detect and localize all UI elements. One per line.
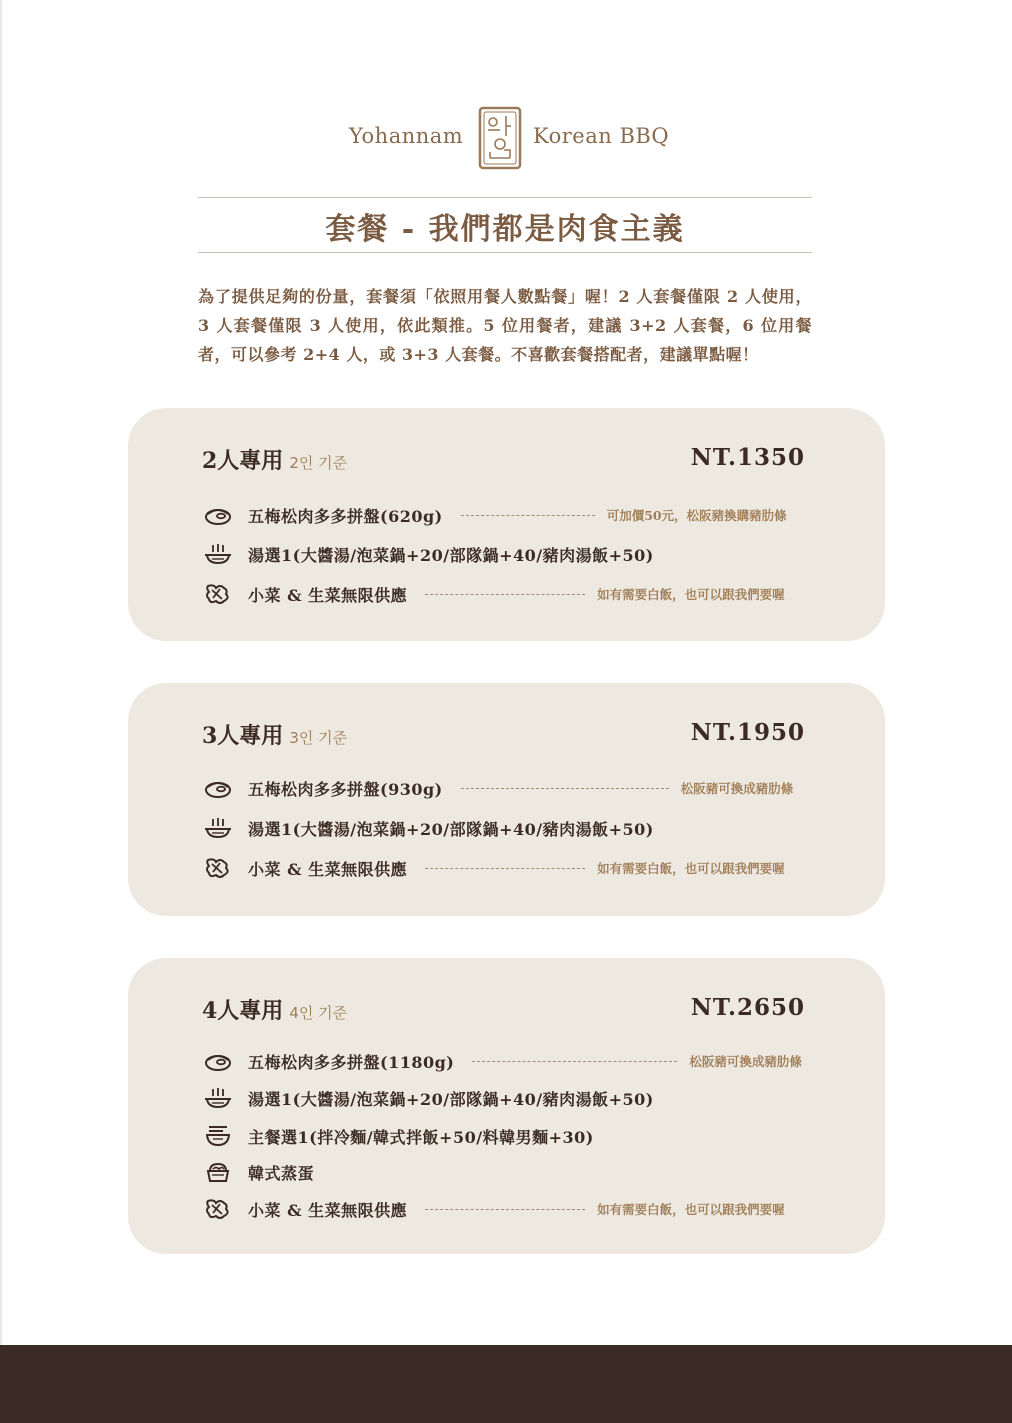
set-item	[202, 540, 862, 568]
set-item	[202, 854, 862, 882]
set-card-heading	[202, 994, 347, 1025]
dotted-leader	[472, 1061, 677, 1062]
dotted-leader	[461, 515, 595, 516]
brand-name-right: Korean BBQ	[533, 124, 670, 148]
set-card-heading	[202, 719, 347, 750]
side-dish-icon	[202, 580, 234, 608]
set-card	[128, 958, 885, 1254]
brand-header	[0, 106, 1012, 170]
page-title: 套餐 - 我們都是肉食主義	[325, 212, 685, 247]
set-item	[202, 1047, 862, 1075]
title-divider-bottom	[198, 252, 812, 253]
set-item-note: 可加價50元，松阪豬換購豬肋條	[606, 508, 787, 523]
set-card-price: NT.1950	[690, 719, 805, 746]
set-item-label: 小菜 & 生菜無限供應	[248, 585, 408, 605]
title-divider-top	[198, 197, 812, 198]
dotted-leader	[461, 788, 669, 789]
soup-pot-icon	[202, 1084, 234, 1112]
set-card-price: NT.1350	[690, 444, 805, 471]
set-item-label: 湯選1(大醬湯/泡菜鍋+20/部隊鍋+40/豬肉湯飯+50)	[248, 1089, 654, 1109]
set-item	[202, 580, 862, 608]
brand-logo-icon	[478, 106, 522, 170]
noodle-bowl-icon	[202, 1122, 234, 1150]
meat-platter-icon	[202, 1047, 234, 1075]
page-edge-rule	[0, 0, 2, 1345]
steamed-egg-icon	[202, 1158, 234, 1186]
set-item-note: 松阪豬可換成豬肋條	[689, 1054, 802, 1069]
side-dish-icon	[202, 854, 234, 882]
set-item	[202, 1158, 862, 1186]
brand-name-left: Yohannam	[349, 124, 464, 148]
set-card	[128, 408, 885, 641]
set-item-label: 五梅松肉多多拼盤(1180g)	[248, 1052, 455, 1072]
soup-pot-icon	[202, 540, 234, 568]
set-item	[202, 814, 862, 842]
set-card-title: 2人專用	[202, 448, 284, 474]
set-item	[202, 501, 862, 529]
set-card-subtitle: 4인 기준	[289, 1004, 348, 1022]
set-item-note: 如有需要白飯，也可以跟我們要喔	[597, 587, 785, 602]
set-card-title: 3人專用	[202, 723, 284, 749]
dotted-leader	[425, 594, 585, 595]
set-item-label: 湯選1(大醬湯/泡菜鍋+20/部隊鍋+40/豬肉湯飯+50)	[248, 545, 654, 565]
set-item-label: 小菜 & 生菜無限供應	[248, 859, 408, 879]
meat-platter-icon	[202, 501, 234, 529]
footer-bar	[0, 1345, 1012, 1423]
intro-text: 為了提供足夠的份量，套餐須「依照用餐人數點餐」喔！2 人套餐僅限 2 人使用，3 人套餐僅限 3 人使用，依此類推。5 位用餐者，建議 3+2 人套餐，6 位用餐者，可以參考 2+4 人，或 3+3 人套餐。不喜歡套餐搭配者，建議單點喔！	[198, 287, 812, 364]
set-item-note: 如有需要白飯，也可以跟我們要喔	[597, 1202, 785, 1217]
dotted-leader	[425, 868, 585, 869]
set-card-heading	[202, 444, 347, 475]
set-item	[202, 1122, 862, 1150]
set-item-note: 如有需要白飯，也可以跟我們要喔	[597, 861, 785, 876]
set-item-label: 五梅松肉多多拼盤(930g)	[248, 779, 443, 799]
set-item-label: 主餐選1(拌冷麵/韓式拌飯+50/料韓男麵+30)	[248, 1127, 594, 1147]
set-item	[202, 774, 862, 802]
meat-platter-icon	[202, 774, 234, 802]
set-item-label: 湯選1(大醬湯/泡菜鍋+20/部隊鍋+40/豬肉湯飯+50)	[248, 819, 654, 839]
set-item-label: 小菜 & 生菜無限供應	[248, 1200, 408, 1220]
set-card-price: NT.2650	[690, 994, 805, 1021]
dotted-leader	[425, 1209, 585, 1210]
set-card-subtitle: 2인 기준	[289, 454, 348, 472]
set-card-subtitle: 3인 기준	[289, 729, 348, 747]
set-item	[202, 1084, 862, 1112]
set-item-label: 韓式蒸蛋	[248, 1163, 315, 1183]
set-item-label: 五梅松肉多多拼盤(620g)	[248, 506, 443, 526]
side-dish-icon	[202, 1195, 234, 1223]
set-item	[202, 1195, 862, 1223]
set-card-title: 4人專用	[202, 998, 284, 1024]
soup-pot-icon	[202, 814, 234, 842]
set-item-note: 松阪豬可換成豬肋條	[680, 781, 794, 796]
set-card	[128, 683, 885, 916]
